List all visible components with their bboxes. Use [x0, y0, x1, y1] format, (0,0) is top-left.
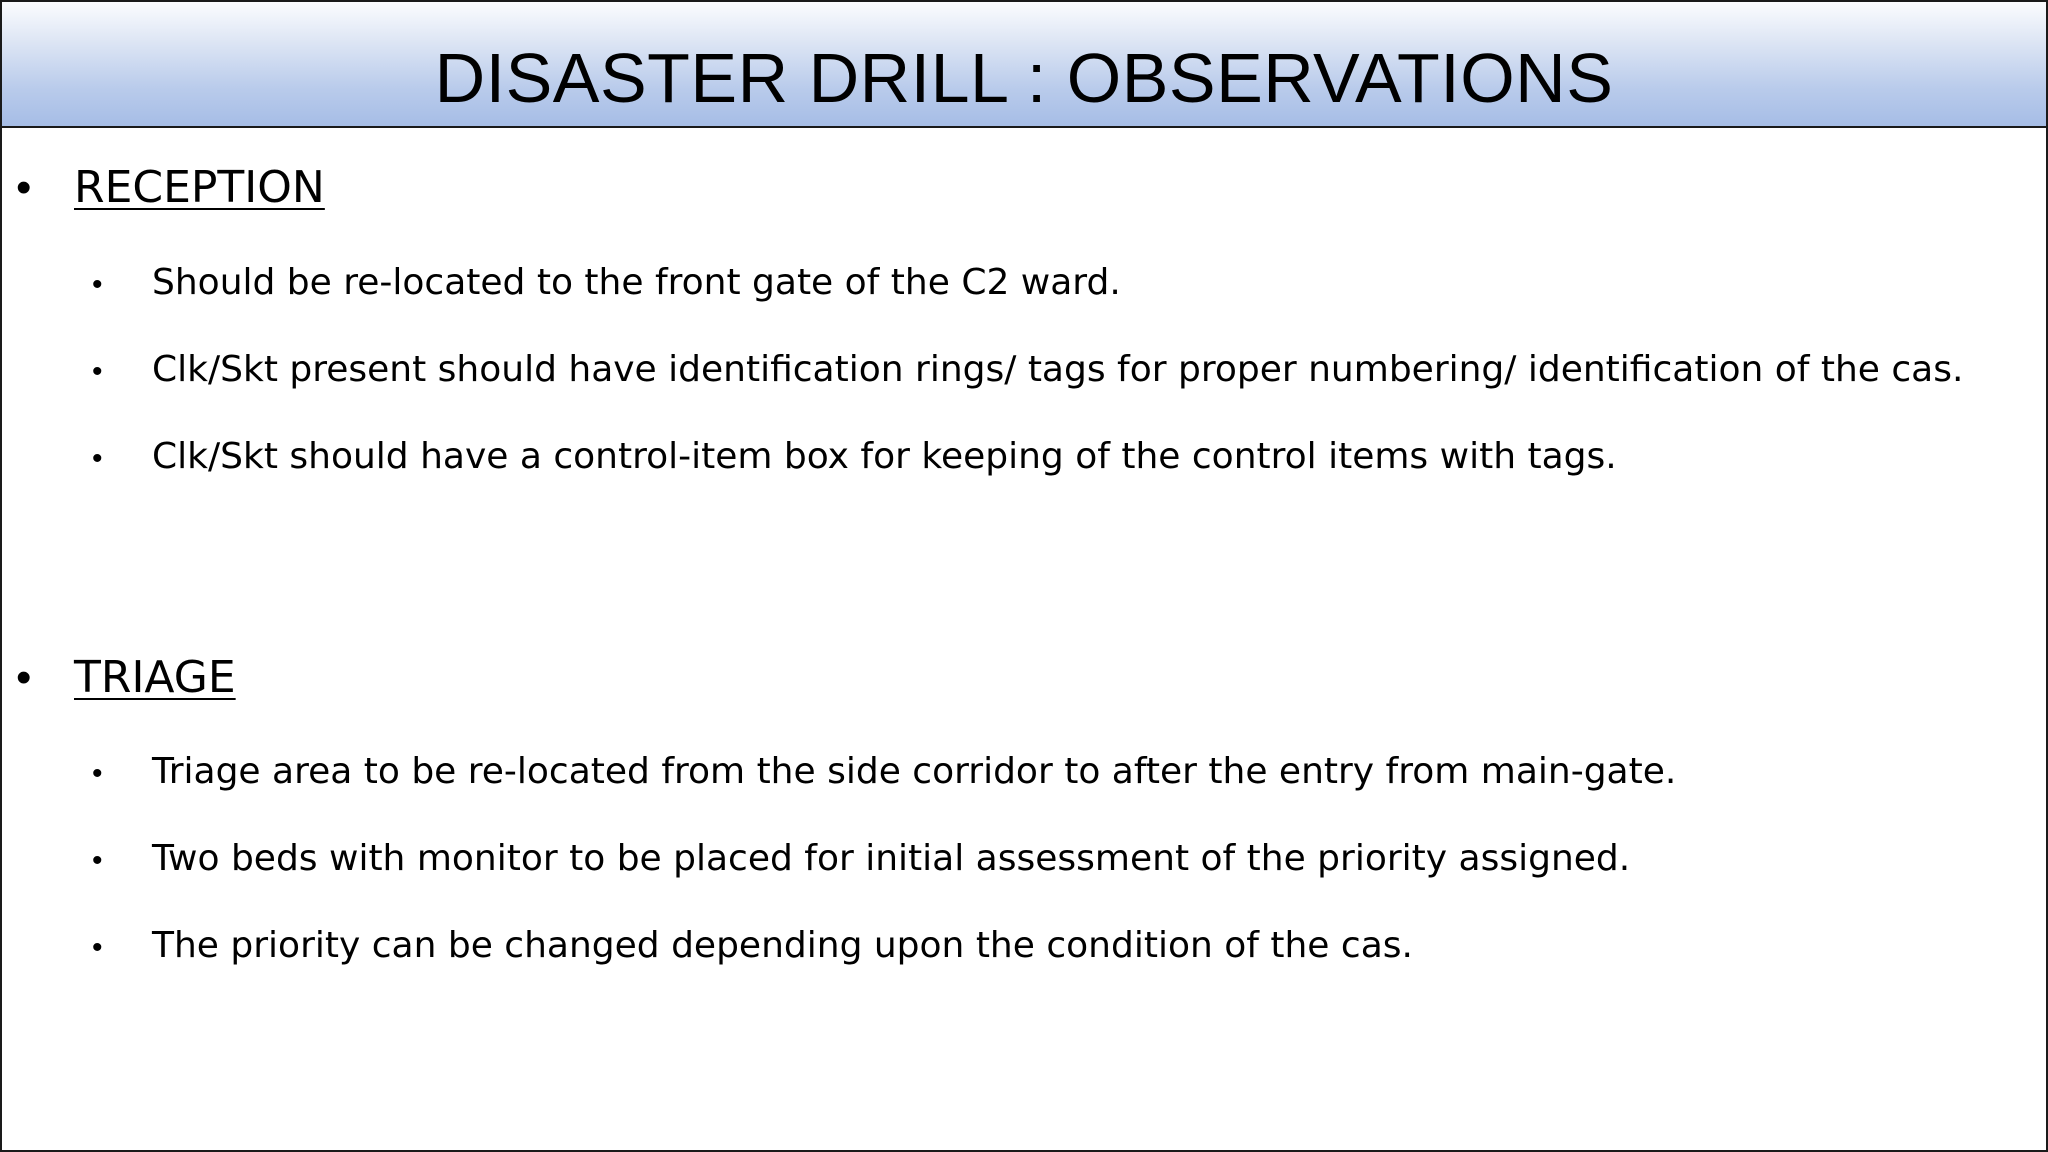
bullet: •	[16, 163, 32, 212]
list-item-text: Triage area to be re-located from the side corridor to after the entry from main-gate.	[152, 751, 1677, 792]
bullet: •	[92, 844, 103, 877]
section-heading-reception	[16, 160, 325, 216]
list-item-text: Clk/Skt present should have identification rings/ tags for proper numbering/ identification of the cas.	[152, 349, 1964, 390]
list-item	[92, 259, 1121, 309]
list-item-text: Should be re-located to the front gate of the C2 ward.	[152, 262, 1121, 303]
title-bar	[2, 2, 2046, 128]
bullet: •	[92, 757, 103, 790]
list-item	[92, 346, 1963, 396]
list-item	[92, 835, 1630, 885]
slide-title: DISASTER DRILL : OBSERVATIONS	[434, 39, 1614, 117]
bullet: •	[92, 442, 103, 475]
section-heading-label: RECEPTION	[74, 162, 325, 213]
section-heading-triage	[16, 650, 236, 706]
list-item-text: The priority can be changed depending upon the condition of the cas.	[152, 925, 1413, 966]
list-item	[92, 433, 1617, 483]
list-item-text: Clk/Skt should have a control-item box for keeping of the control items with tags.	[152, 436, 1617, 477]
bullet: •	[92, 268, 103, 301]
section-heading-label: TRIAGE	[74, 652, 236, 703]
bullet: •	[92, 931, 103, 964]
list-item	[92, 748, 1676, 798]
list-item	[92, 922, 1413, 972]
bullet: •	[92, 355, 103, 388]
list-item-text: Two beds with monitor to be placed for initial assessment of the priority assigned.	[152, 838, 1631, 879]
bullet: •	[16, 653, 32, 702]
